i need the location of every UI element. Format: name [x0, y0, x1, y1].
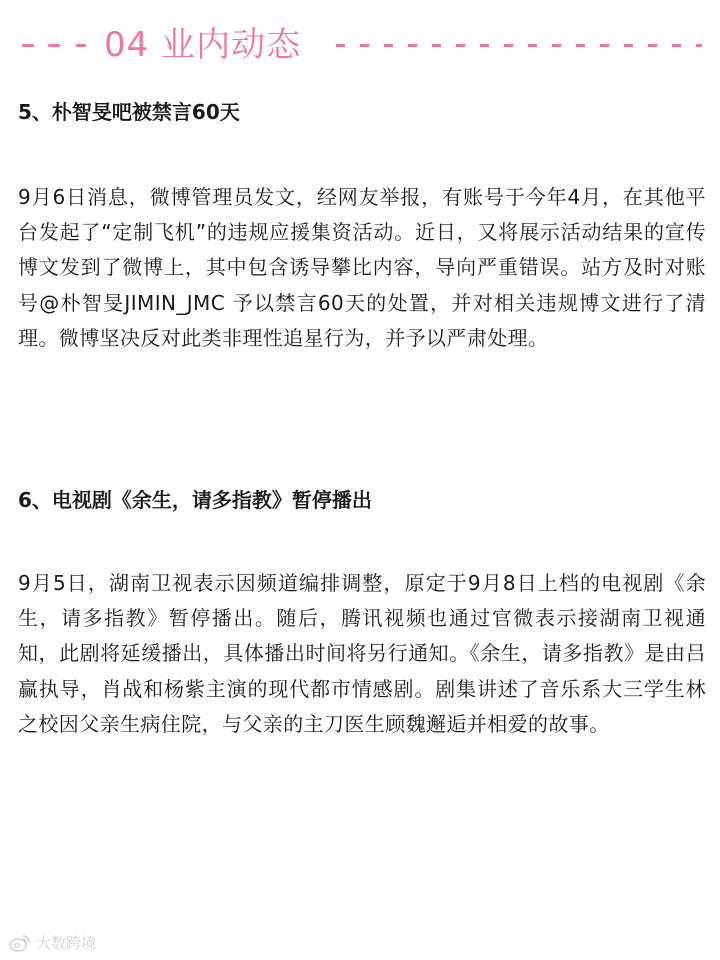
header-dash [48, 44, 60, 47]
item-body-5: 9月6日消息，微博管理员发文，经网友举报，有账号于今年4月，在其他平台发起了“定制飞机”的违规应援集资活动。近日，又将展示活动结果的宣传博文发到了微博上，其中包含诱导攀比内容，导向严重错误。站方及时对账号@朴智旻JIMIN_JMC 予以禁言60天的处置，并对相关违规博文进行了清理。微博坚决反对此类非理性追星行为，并予以严肃处理。 [18, 185, 706, 350]
watermark [8, 932, 96, 953]
header-dash-line [336, 44, 702, 47]
item-heading-5: 5、朴智旻吧被禁言60天 [18, 100, 240, 124]
header-dash [76, 44, 86, 47]
item-heading-6: 6、电视剧《余生，请多指教》暂停播出 [18, 488, 372, 512]
section-title: 04 业内动态 [104, 25, 302, 65]
header-dash [22, 44, 34, 47]
watermark-text: 大数跨境 [36, 934, 97, 952]
weibo-logo-icon [8, 933, 32, 953]
item-body-6: 9月5日，湖南卫视表示因频道编排调整，原定于9月8日上档的电视剧《余生，请多指教》暂停播出。随后，腾讯视频也通过官微表示接湖南卫视通知，此剧将延缓播出，具体播出时间将另行通知。《余生，请多指教》是由吕赢执导，肖战和杨紫主演的现代都市情感剧。剧集讲述了音乐系大三学生林之校因父亲生病住院，与父亲的主刀医生顾魏邂逅并相爱的故事。 [18, 571, 706, 736]
section-header [18, 20, 702, 70]
